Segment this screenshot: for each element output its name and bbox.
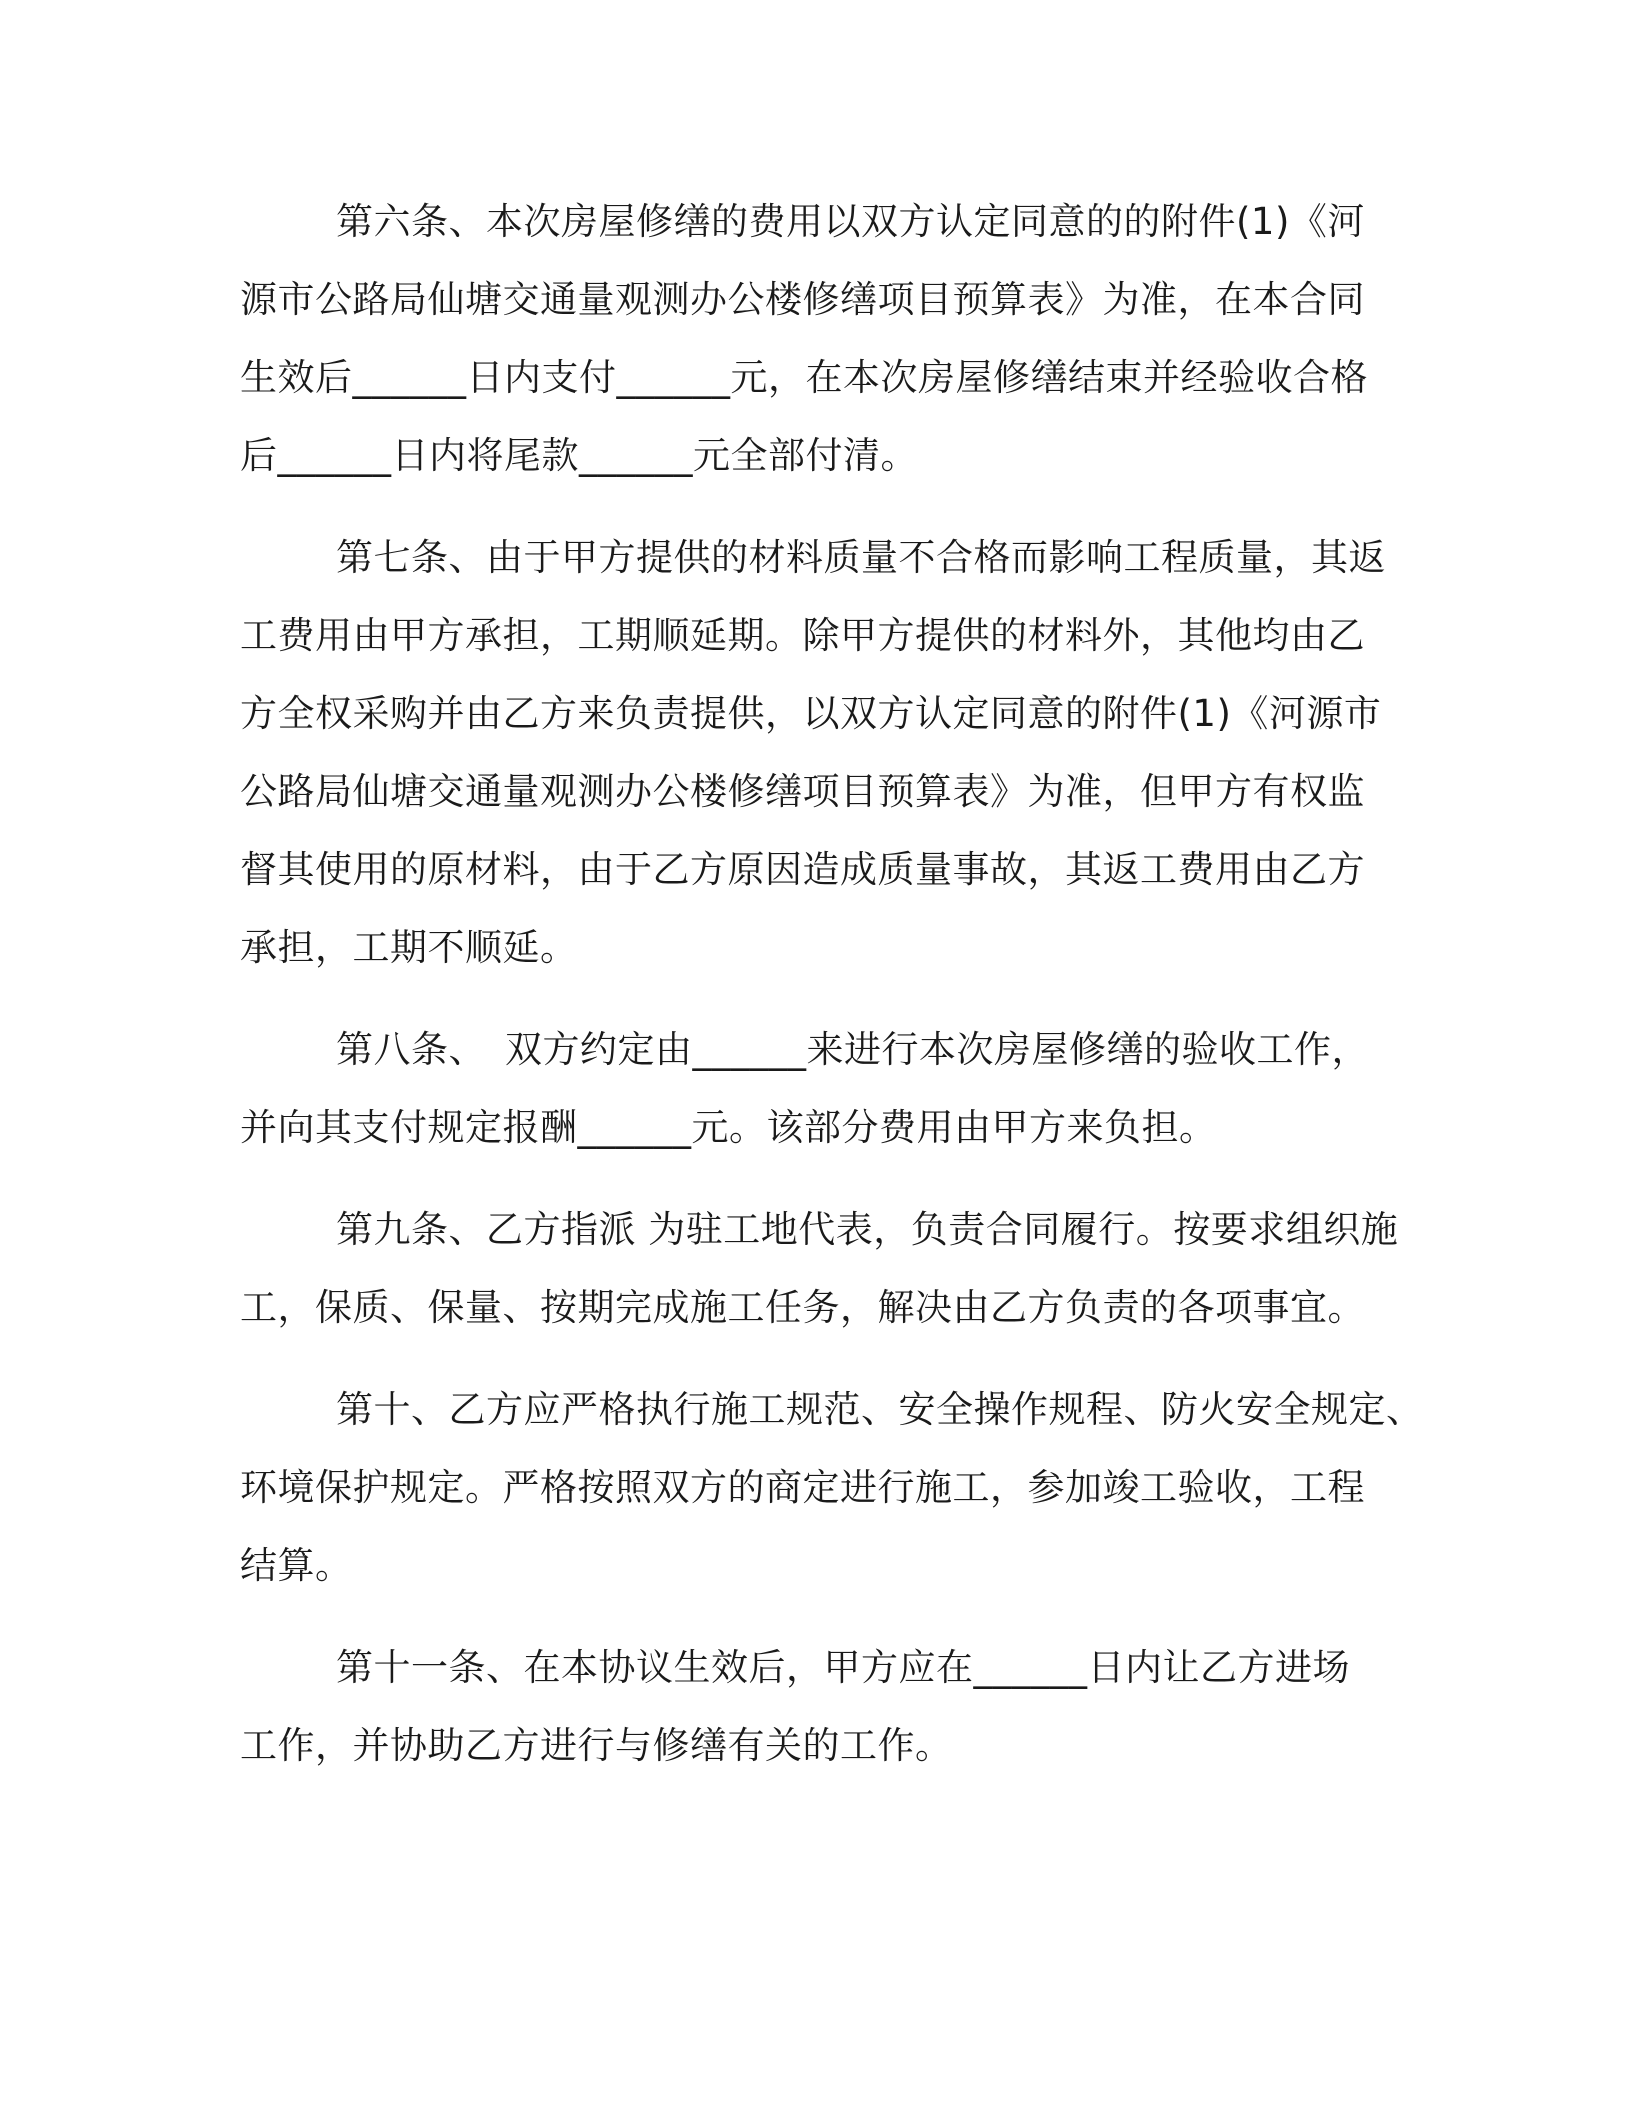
clause-line: 工费用由甲方承担，工期顺延期。除甲方提供的材料外，其他均由乙: [240, 614, 1365, 657]
clause-line: 环境保护规定。严格按照双方的商定进行施工，参加竣工验收，工程: [240, 1466, 1365, 1509]
clause-line: 承担，工期不顺延。: [240, 926, 578, 969]
clause-line: 第八条、 双方约定由______来进行本次房屋修缮的验收工作，: [336, 1028, 1369, 1071]
clause-line: 第六条、本次房屋修缮的费用以双方认定同意的的附件(1)《河: [336, 200, 1365, 243]
clause-10: [240, 1371, 1424, 1605]
clause-11: [240, 1629, 1390, 1785]
document-body: [240, 183, 1424, 1809]
clause-9: [240, 1191, 1399, 1347]
clause-line: 第九条、乙方指派 为驻工地代表，负责合同履行。按要求组织施: [336, 1208, 1399, 1251]
clause-line: 第十、乙方应严格执行施工规范、安全操作规程、防火安全规定、: [336, 1388, 1424, 1431]
clause-line: 并向其支付规定报酬______元。该部分费用由甲方来负担。: [240, 1106, 1217, 1149]
clause-8: [240, 1011, 1390, 1167]
clause-line: 后______日内将尾款______元全部付清。: [240, 434, 918, 477]
clause-line: 方全权采购并由乙方来负责提供，以双方认定同意的附件(1)《河源市: [240, 692, 1382, 735]
clause-line: 督其使用的原材料，由于乙方原因造成质量事故，其返工费用由乙方: [240, 848, 1365, 891]
clause-line: 工作，并协助乙方进行与修缮有关的工作。: [240, 1724, 953, 1767]
clause-6: [240, 183, 1390, 495]
clause-line: 生效后______日内支付______元，在本次房屋修缮结束并经验收合格: [240, 356, 1368, 399]
clause-line: 第十一条、在本协议生效后，甲方应在______日内让乙方进场: [336, 1646, 1350, 1689]
clause-line: 结算。: [240, 1544, 353, 1587]
clause-7: [240, 519, 1390, 987]
clause-line: 公路局仙塘交通量观测办公楼修缮项目预算表》为准，但甲方有权监: [240, 770, 1365, 813]
clause-line: 源市公路局仙塘交通量观测办公楼修缮项目预算表》为准，在本合同: [240, 278, 1365, 321]
clause-line: 第七条、由于甲方提供的材料质量不合格而影响工程质量，其返: [336, 536, 1386, 579]
clause-line: 工，保质、保量、按期完成施工任务，解决由乙方负责的各项事宜。: [240, 1286, 1365, 1329]
